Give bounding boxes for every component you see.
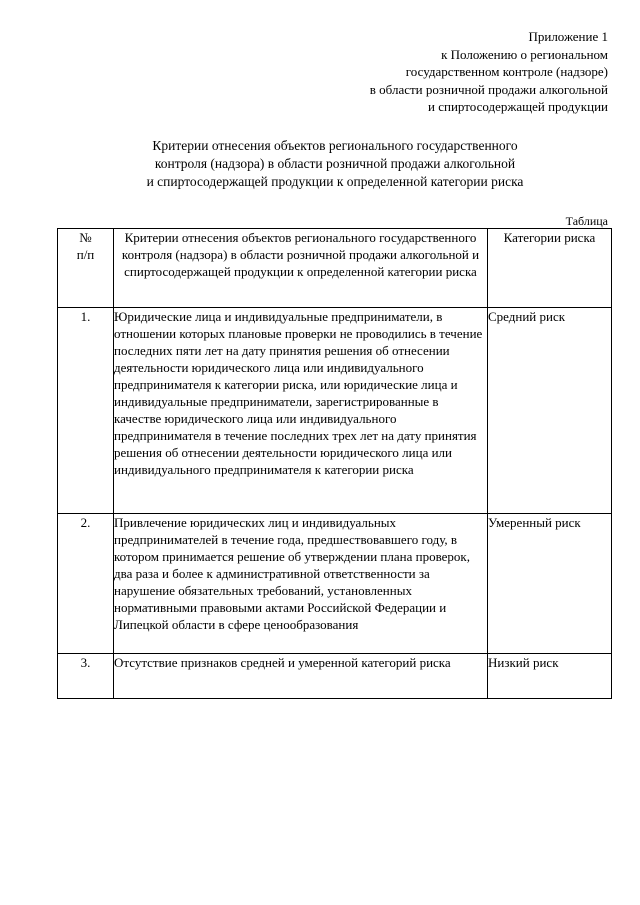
appendix-reference: [370, 28, 608, 116]
row-number: 1.: [58, 308, 114, 514]
title-line: и спиртосодержащей продукции к определенной категории риска: [146, 174, 524, 189]
appendix-line: и спиртосодержащей продукции: [428, 99, 608, 114]
row-category: Умеренный риск: [488, 514, 612, 654]
row-category: Низкий риск: [488, 654, 612, 699]
row-criteria: Юридические лица и индивидуальные предприниматели, в отношении которых плановые проверки не проводились в течение последних пяти лет на дату принятия решения об отнесении деятельности юридического лица или индивидуального предпринимателя к категории риска, или юридические лица и индивидуальные предприниматели, зарегистрированные в качестве юридического лица или индивидуального предпринимателя в течение последних трех лет на дату принятия решения об отнесении деятельности юридического лица или индивидуального предпринимателя к категории риска: [114, 308, 488, 514]
table-caption: Таблица: [565, 214, 608, 228]
row-number: 3.: [58, 654, 114, 699]
table-row: [58, 308, 612, 514]
appendix-line: Приложение 1: [528, 29, 608, 44]
table-row: [58, 654, 612, 699]
row-criteria: Отсутствие признаков средней и умеренной категорий риска: [114, 654, 488, 699]
row-number: 2.: [58, 514, 114, 654]
table-header-row: [58, 229, 612, 308]
header-number: [58, 229, 114, 308]
appendix-line: к Положению о региональном: [441, 46, 608, 62]
header-criteria: Критерии отнесения объектов регионального государственного контроля (надзора) в области розничной продажи алкогольной и спиртосодержащей продукции к определенной категории риска: [114, 229, 488, 308]
row-criteria: Привлечение юридических лиц и индивидуальных предпринимателей в течение года, предшествовавшего году, в котором принимается решение об утверждении плана проверок, два раза и более к административной ответственности за нарушение обязательных требований, установленных нормативными правовыми актами Российской Федерации и Липецкой области в сфере ценообразования: [114, 514, 488, 654]
header-number-abbr: п/п: [76, 247, 95, 262]
title-line: контроля (надзора) в области розничной продажи алкогольной: [154, 156, 516, 171]
title-line: Критерии отнесения объектов регионального государственного: [152, 138, 518, 153]
document-title: [0, 137, 640, 191]
appendix-line: в области розничной продажи алкогольной: [369, 81, 608, 97]
risk-criteria-table: [57, 228, 612, 699]
header-category: Категории риска: [488, 229, 612, 308]
row-category: Средний риск: [488, 308, 612, 514]
table-row: [58, 514, 612, 654]
appendix-line: государственном контроле (надзоре): [405, 64, 608, 79]
header-number-symbol: №: [79, 230, 92, 245]
